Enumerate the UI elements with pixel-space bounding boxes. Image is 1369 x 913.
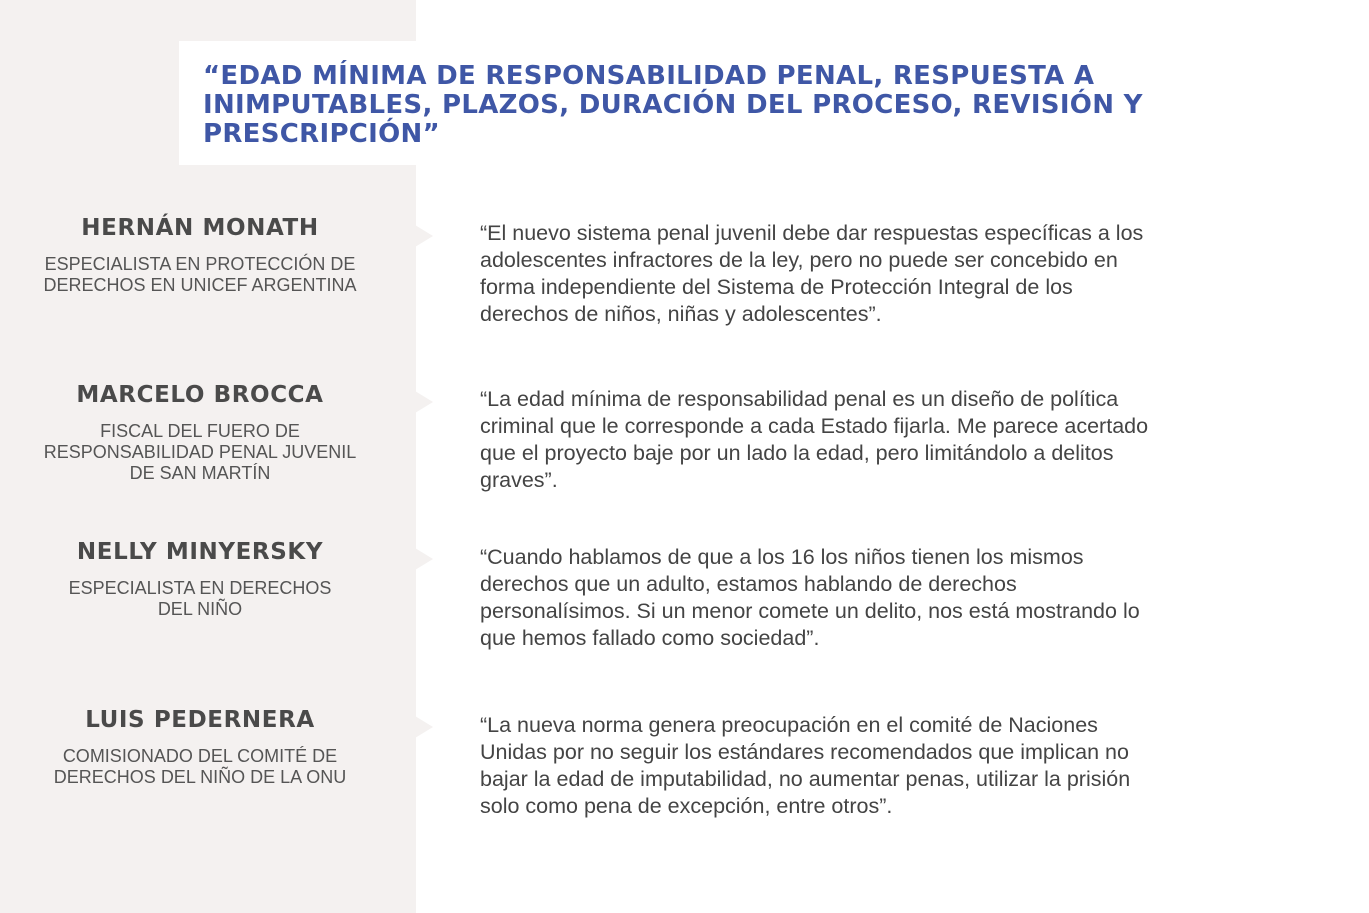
expert-role: COMISIONADO DEL COMITÉ DE DERECHOS DEL NIÑO DE LA ONU: [53, 746, 347, 787]
pointer-arrow-icon: [415, 716, 433, 738]
expert-role: ESPECIALISTA EN PROTECCIÓN DE DERECHOS EN UNICEF ARGENTINA: [43, 254, 357, 295]
pointer-arrow-icon: [415, 391, 433, 413]
expert-card-monath: [0, 214, 400, 296]
expert-name: HERNÁN MONATH: [81, 215, 319, 241]
expert-card-pedernera: [0, 706, 400, 788]
pointer-arrow-icon: [415, 548, 433, 570]
pointer-arrow-icon: [415, 225, 433, 247]
expert-card-minyersky: [0, 538, 400, 620]
expert-role: FISCAL DEL FUERO DE RESPONSABILIDAD PENAL JUVENIL DE SAN MARTÍN: [43, 421, 357, 483]
expert-name: NELLY MINYERSKY: [76, 539, 324, 565]
expert-quote: “La nueva norma genera preocupación en el comité de Naciones Unidas por no seguir los estándares recomendados que implican no bajar la edad de imputabilidad, no aumentar penas, utilizar la prisión solo como pena de excepción, entre otros”.: [480, 713, 1131, 818]
page-title: “EDAD MÍNIMA DE RESPONSABILIDAD PENAL, RESPUESTA A INIMPUTABLES, PLAZOS, DURACIÓN DEL PROCESO, REVISIÓN Y PRESCRIPCIÓN”: [203, 61, 1143, 149]
expert-quote: “El nuevo sistema penal juvenil debe dar respuestas específicas a los adolescentes infractores de la ley, pero no puede ser concebido en forma independiente del Sistema de Protección Integral de los derechos de niños, niñas y adolescentes”.: [480, 221, 1144, 326]
expert-name: LUIS PEDERNERA: [85, 707, 315, 733]
expert-role: ESPECIALISTA EN DERECHOS DEL NIÑO: [68, 578, 332, 619]
expert-name: MARCELO BROCCA: [76, 382, 324, 408]
expert-card-brocca: [0, 381, 400, 484]
expert-quote: “Cuando hablamos de que a los 16 los niños tienen los mismos derechos que un adulto, estamos hablando de derechos personalísimos. Si un menor comete un delito, nos está mostrando lo que hemos fallado como sociedad”.: [480, 545, 1140, 650]
expert-quote: “La edad mínima de responsabilidad penal es un diseño de política criminal que le corresponde a cada Estado fijarla. Me parece acertado que el proyecto baje por un lado la edad, pero limitándolo a delitos graves”.: [480, 387, 1149, 492]
